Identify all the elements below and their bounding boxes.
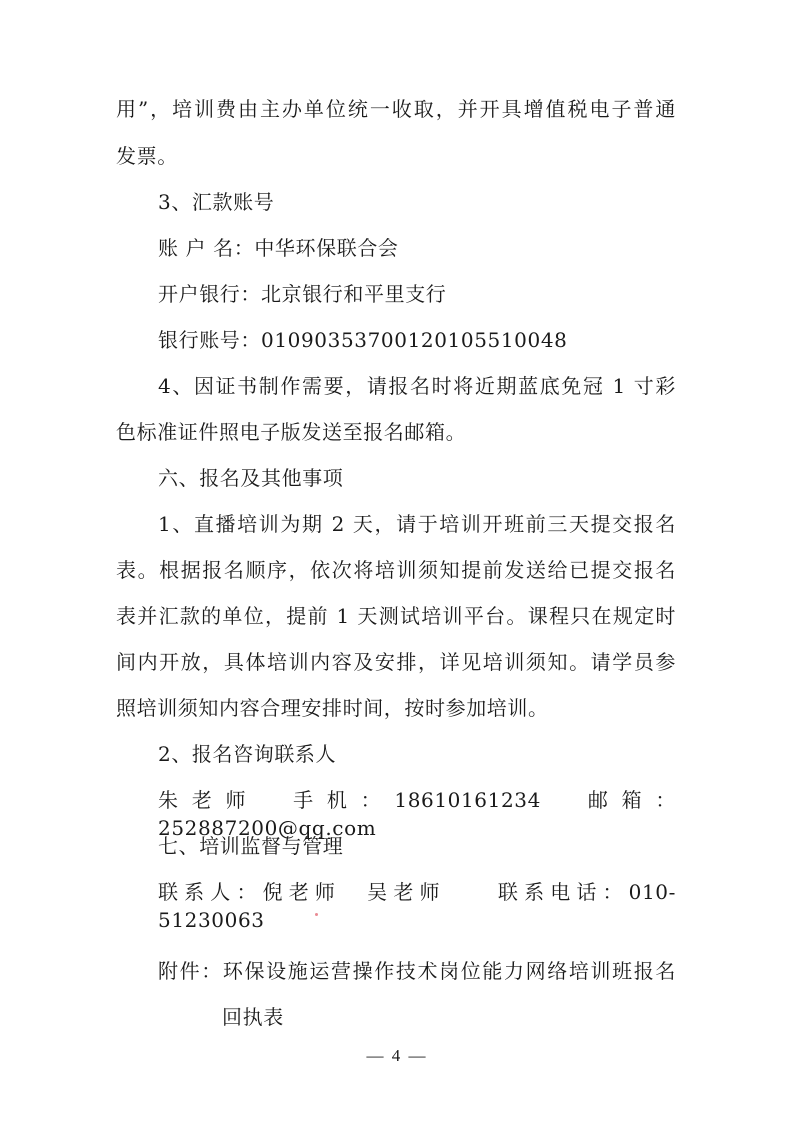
scan-speck [315,913,318,916]
paragraph-line: 色标准证件照电子版发送至报名邮箱。 [116,420,467,444]
paragraph-line: 间内开放，具体培训内容及安排，详见培训须知。请学员参 [116,650,676,674]
attachment-line: 附件：环保设施运营操作技术岗位能力网络培训班报名 [158,959,676,983]
contact-line: 联系人：倪老师 吴老师 联系电话：010-51230063 [158,880,676,932]
paragraph-line: 照培训须知内容合理安排时间，按时参加培训。 [116,696,549,720]
section-heading: 2、报名咨询联系人 [158,742,337,766]
paragraph-line: 1、直播培训为期 2 天，请于培训开班前三天提交报名 [158,512,676,536]
section-heading: 七、培训监督与管理 [158,834,344,858]
page-number: — 4 — [366,1046,428,1065]
account-name-line: 账 户 名：中华环保联合会 [158,236,399,260]
bank-account-line: 银行账号：01090353700120105510048 [158,328,568,352]
attachment-line: 回执表 [222,1005,284,1029]
section-heading: 3、汇款账号 [158,190,275,214]
paragraph-line: 4、因证书制作需要，请报名时将近期蓝底免冠 1 寸彩 [158,374,676,398]
contact-line: 朱老师 手机：18610161234 邮箱：252887200@qq.com [158,788,676,840]
paragraph-line: 发票。 [116,144,178,168]
section-heading: 六、报名及其他事项 [158,466,344,490]
paragraph-line: 用”，培训费由主办单位统一收取，并开具增值税电子普通 [116,97,676,121]
bank-name-line: 开户银行：北京银行和平里支行 [158,282,447,306]
paragraph-line: 表。根据报名顺序，依次将培训须知提前发送给已提交报名 [116,558,676,582]
paragraph-line: 表并汇款的单位，提前 1 天测试培训平台。课程只在规定时 [116,604,676,628]
